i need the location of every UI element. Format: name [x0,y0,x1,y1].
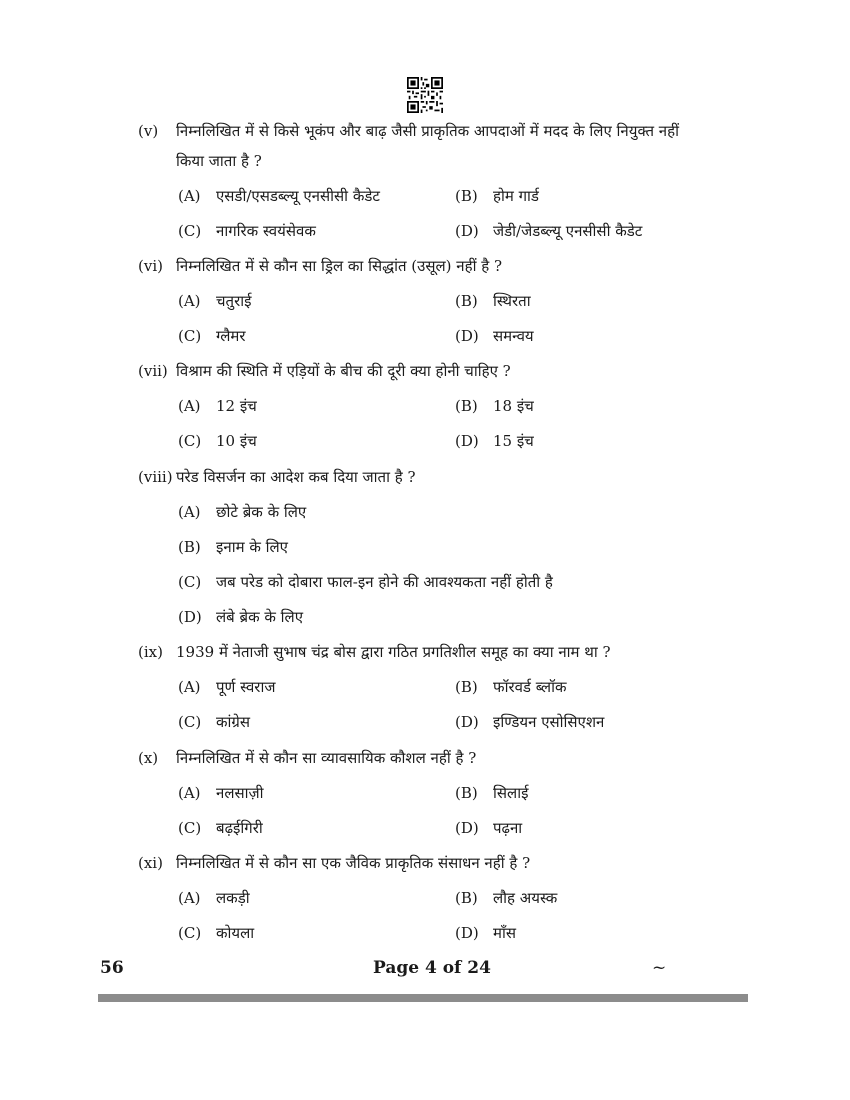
question-text: 1939 में नेताजी सुभाष चंद्र बोस द्वारा गठित प्रगतिशील समूह का क्या नाम था ? [176,643,611,661]
option-d: (D) लंबे ब्रेक के लिए [178,608,303,626]
question-x [138,748,476,768]
question-text: निम्नलिखित में से कौन सा एक जैविक प्राकृतिक संसाधन नहीं है ? [176,854,531,872]
footer-divider [98,994,748,1002]
question-vii [138,361,511,381]
option-b: (B) स्थिरता [455,292,531,310]
question-number: (x) [138,749,159,767]
question-number: (ix) [138,643,163,661]
qr-code-icon [407,77,443,113]
option-c: (C) बढ़ईगिरी [178,819,263,837]
question-ix [138,642,611,662]
question-text: निम्नलिखित में से कौन सा ड्रिल का सिद्धांत (उसूल) नहीं है ? [176,257,503,275]
option-b: (B) फॉरवर्ड ब्लॉक [455,678,567,696]
question-number: (viii) [138,468,173,486]
question-text: निम्नलिखित में से किसे भूकंप और बाढ़ जैसी प्राकृतिक आपदाओं में मदद के लिए नियुक्त नहीं [176,122,679,140]
option-a: (A) 12 इंच [178,397,257,415]
option-a: (A) लकड़ी [178,889,250,907]
option-b: (B) लौह अयस्क [455,889,558,907]
option-b: (B) होम गार्ड [455,187,539,205]
question-number: (xi) [138,854,163,872]
question-text-continued: किया जाता है ? [176,152,262,170]
option-b: (B) इनाम के लिए [178,538,288,556]
option-c: (C) नागरिक स्वयंसेवक [178,222,316,240]
option-c: (C) 10 इंच [178,432,257,450]
option-b: (B) सिलाई [455,784,529,802]
question-xi [138,853,530,873]
option-a: (A) चतुराई [178,292,252,310]
option-d: (D) माँस [455,924,516,942]
option-c: (C) कांग्रेस [178,713,251,731]
option-c: (C) ग्लैमर [178,327,246,345]
option-c: (C) कोयला [178,924,255,942]
question-text: विश्राम की स्थिति में एड़ियों के बीच की दूरी क्या होनी चाहिए ? [176,362,511,380]
option-a: (A) पूर्ण स्वराज [178,678,276,696]
footer-mark: ~ [652,958,667,978]
paper-code: 56 [100,958,124,978]
option-b: (B) 18 इंच [455,397,534,415]
question-text: परेड विसर्जन का आदेश कब दिया जाता है ? [176,468,416,486]
question-number: (v) [138,122,159,140]
question-text: निम्नलिखित में से कौन सा व्यावसायिक कौशल नहीं है ? [176,749,477,767]
option-d: (D) 15 इंच [455,432,534,450]
question-v [138,121,679,141]
option-d: (D) इण्डियन एसोसिएशन [455,713,605,731]
option-a: (A) छोटे ब्रेक के लिए [178,503,307,521]
option-d: (D) जेडी/जेडब्ल्यू एनसीसी कैडेट [455,222,643,240]
option-a: (A) एसडी/एसडब्ल्यू एनसीसी कैडेट [178,187,380,205]
option-c: (C) जब परेड को दोबारा फाल-इन होने की आवश्यकता नहीं होती है [178,573,553,591]
option-d: (D) पढ़ना [455,819,523,837]
option-a: (A) नलसाज़ी [178,784,264,802]
question-vi [138,256,502,276]
page-number: Page 4 of 24 [373,958,491,978]
question-number: (vii) [138,362,168,380]
option-d: (D) समन्वय [455,327,534,345]
question-number: (vi) [138,257,163,275]
question-viii [138,467,416,487]
